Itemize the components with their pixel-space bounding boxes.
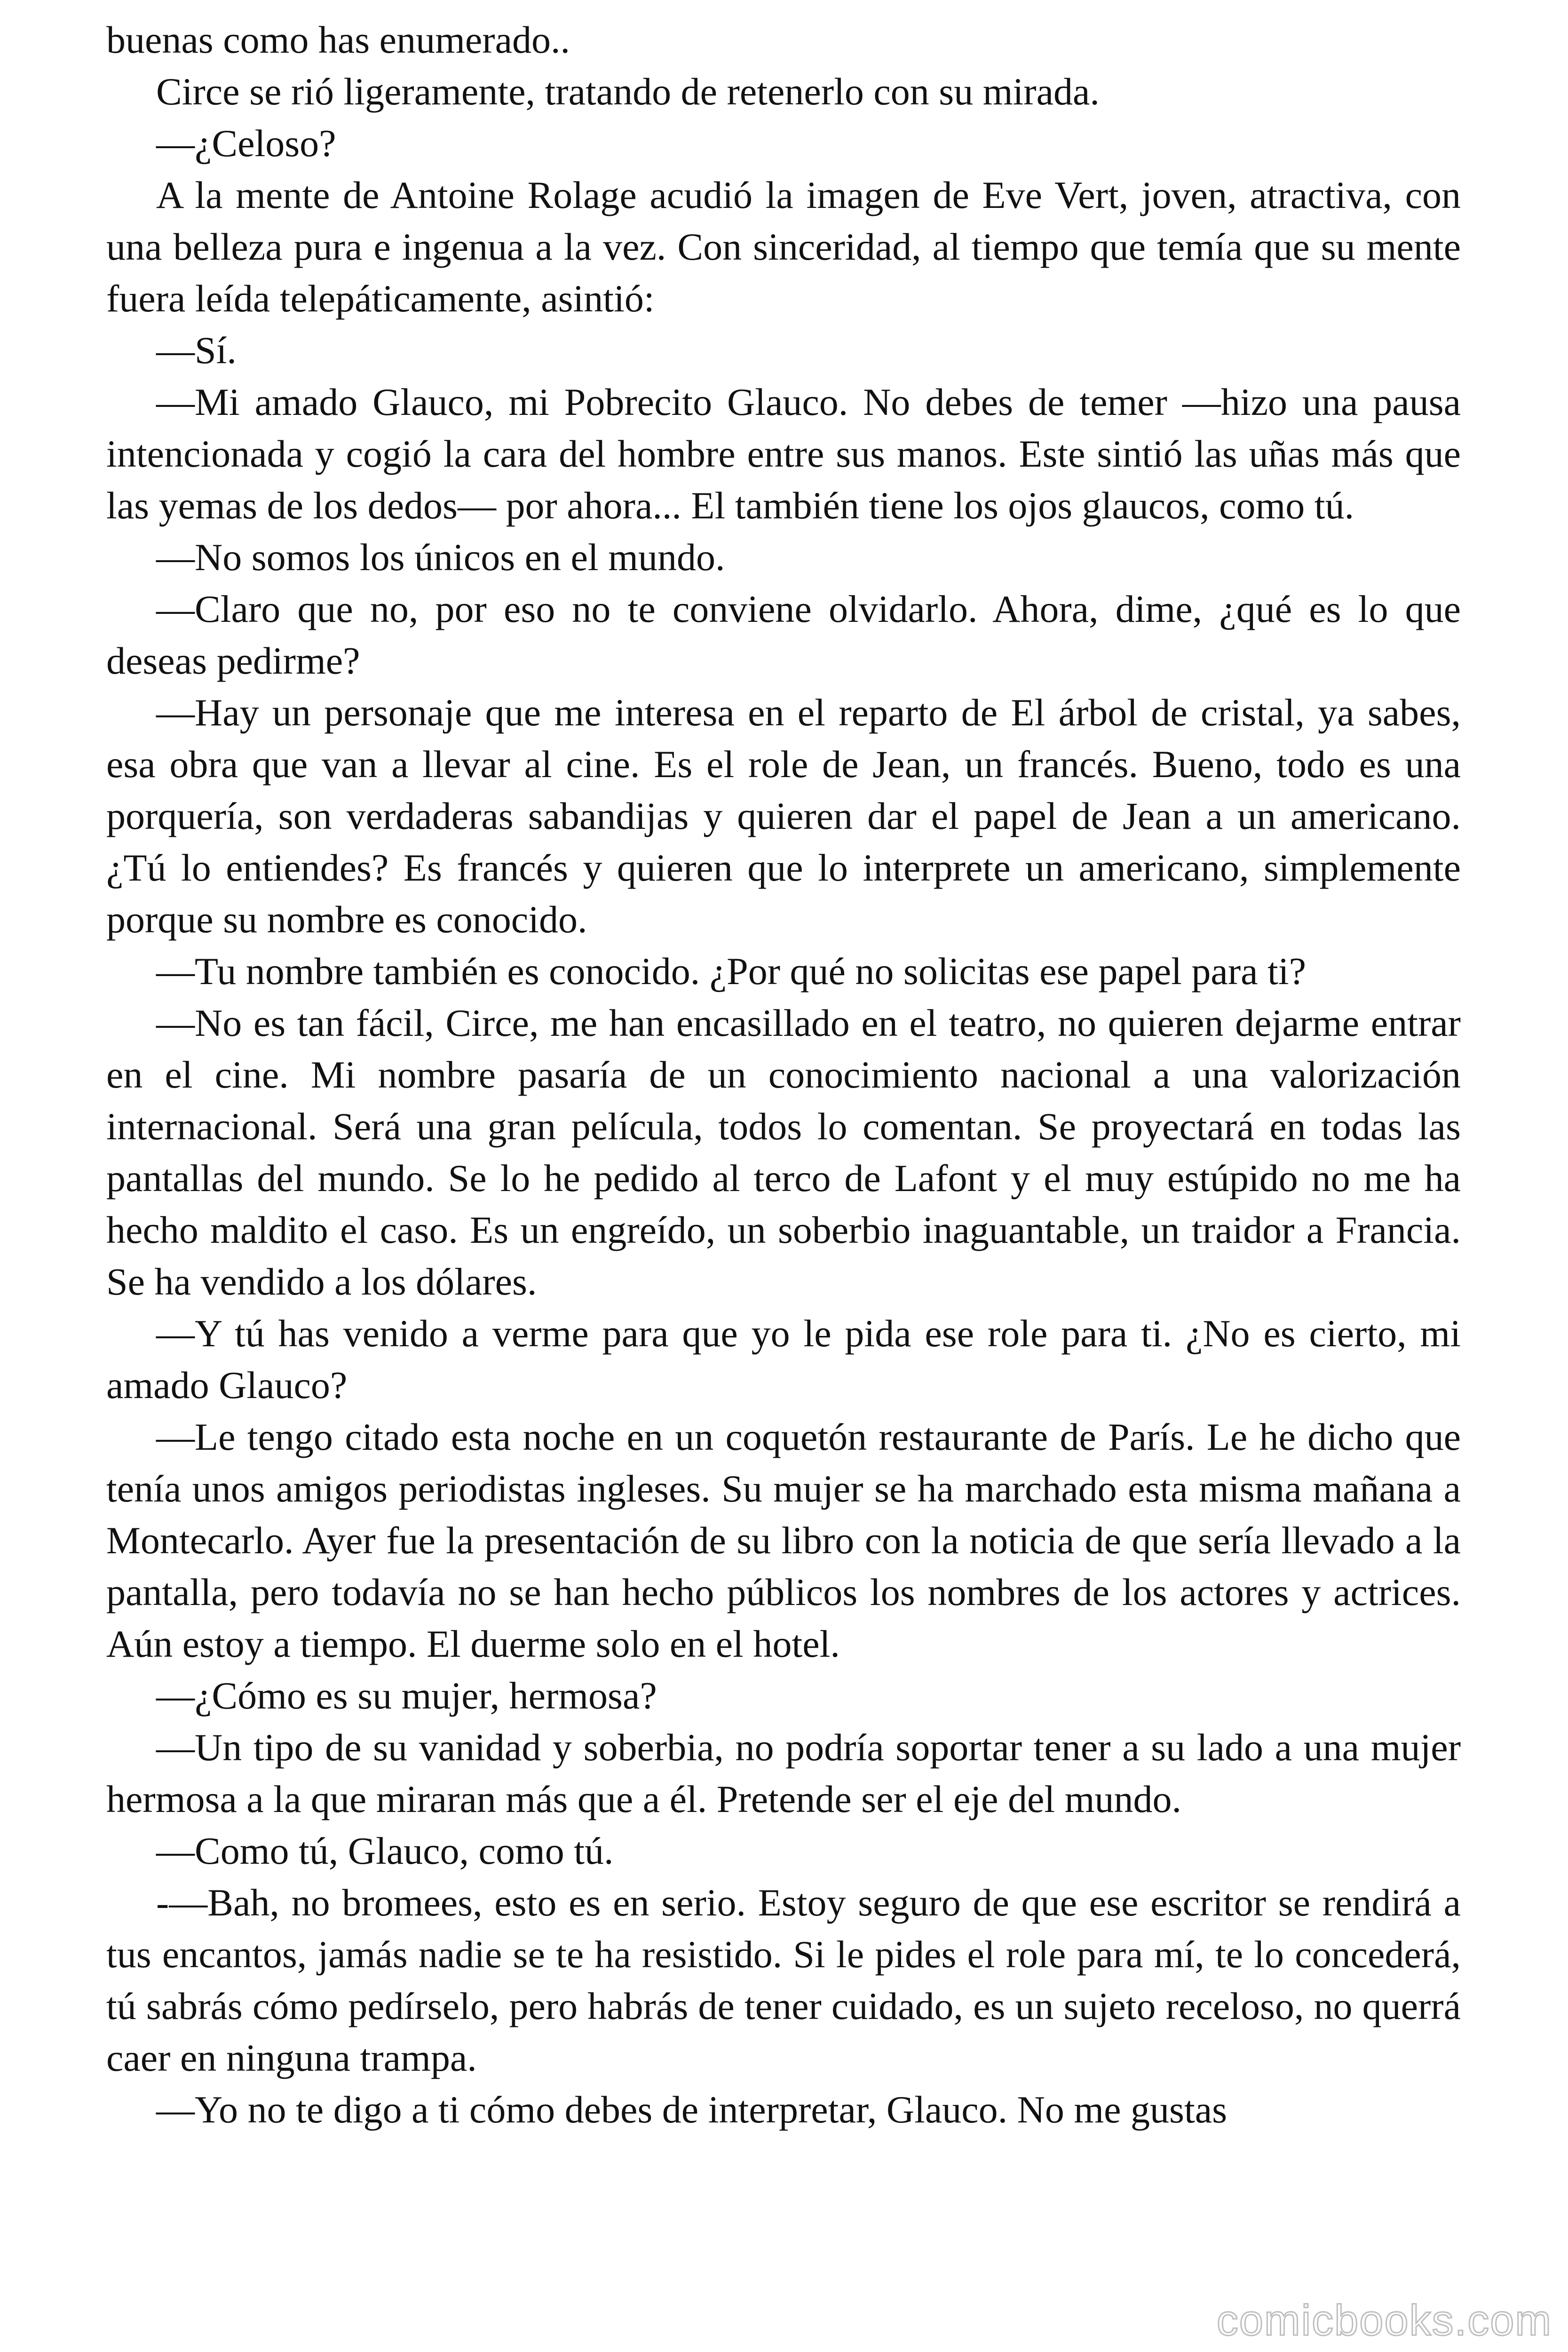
- paragraph: —Un tipo de su vanidad y soberbia, no podría soportar tener a su lado a una mujer hermosa a la que miraran más que a él. Pretende ser el eje del mundo.: [106, 1726, 1461, 1820]
- paragraph: —¿Cómo es su mujer, hermosa?: [156, 1674, 657, 1717]
- paragraph: —Tu nombre también es conocido. ¿Por qué no solicitas ese papel para ti?: [156, 950, 1306, 993]
- paragraph: —No somos los únicos en el mundo.: [156, 536, 725, 579]
- paragraph: —Le tengo citado esta noche en un coquetón restaurante de París. Le he dicho que tenía unos amigos periodistas ingleses. Su mujer se ha marchado esta misma mañana a Montecarlo. Ayer fue la presentación de su libro con la noticia de que sería llevado a la pantalla, pero todavía no se han hecho públicos los nombres de los actores y actrices. Aún estoy a tiempo. El duerme solo en el hotel.: [106, 1415, 1461, 1665]
- paragraph: —Mi amado Glauco, mi Pobrecito Glauco. No debes de temer —hizo una pausa intencionada y cogió la cara del hombre entre sus manos. Este sintió las uñas más que las yemas de los dedos— por ahora... El también tiene los ojos glaucos, como tú.: [106, 381, 1461, 527]
- paragraph: —Y tú has venido a verme para que yo le pida ese role para ti. ¿No es cierto, mi amado Glauco?: [106, 1312, 1461, 1406]
- paragraph: —Yo no te digo a ti cómo debes de interpretar, Glauco. No me gustas: [156, 2088, 1227, 2131]
- paragraph: -—Bah, no bromees, esto es en serio. Estoy seguro de que ese escritor se rendirá a tus encantos, jamás nadie se te ha resistido. Si le pides el role para mí, te lo concederá, tú sabrás cómo pedírselo, pero habrás de tener cuidado, es un sujeto receloso, no querrá caer en ninguna trampa.: [106, 1881, 1461, 2079]
- paragraph: —Sí.: [156, 329, 237, 372]
- book-page-text: [106, 14, 1461, 2136]
- watermark: comicbooks.com: [1216, 2296, 1552, 2344]
- paragraph: —No es tan fácil, Circe, me han encasillado en el teatro, no quieren dejarme entrar en el cine. Mi nombre pasaría de un conocimiento nacional a una valorización internacional. Será una gran película, todos lo comentan. Se proyectará en todas las pantallas del mundo. Se lo he pedido al terco de Lafont y el muy estúpido no me ha hecho maldito el caso. Es un engreído, un soberbio inaguantable, un traidor a Francia. Se ha vendido a los dólares.: [106, 1001, 1461, 1303]
- paragraph: buenas como has enumerado..: [106, 18, 570, 61]
- paragraph: —¿Celoso?: [156, 122, 336, 165]
- paragraph: —Hay un personaje que me interesa en el reparto de El árbol de cristal, ya sabes, esa obra que van a llevar al cine. Es el role de Jean, un francés. Bueno, todo es una porquería, son verdaderas sabandijas y quieren dar el papel de Jean a un americano. ¿Tú lo entiendes? Es francés y quieren que lo interprete un americano, simplemente porque su nombre es conocido.: [106, 691, 1461, 941]
- paragraph: Circe se rió ligeramente, tratando de retenerlo con su mirada.: [156, 70, 1100, 113]
- paragraph: —Claro que no, por eso no te conviene olvidarlo. Ahora, dime, ¿qué es lo que deseas pedirme?: [106, 588, 1461, 682]
- paragraph: —Como tú, Glauco, como tú.: [156, 1829, 614, 1872]
- paragraph: A la mente de Antoine Rolage acudió la imagen de Eve Vert, joven, atractiva, con una belleza pura e ingenua a la vez. Con sinceridad, al tiempo que temía que su mente fuera leída telepáticamente, asintió:: [106, 174, 1461, 320]
